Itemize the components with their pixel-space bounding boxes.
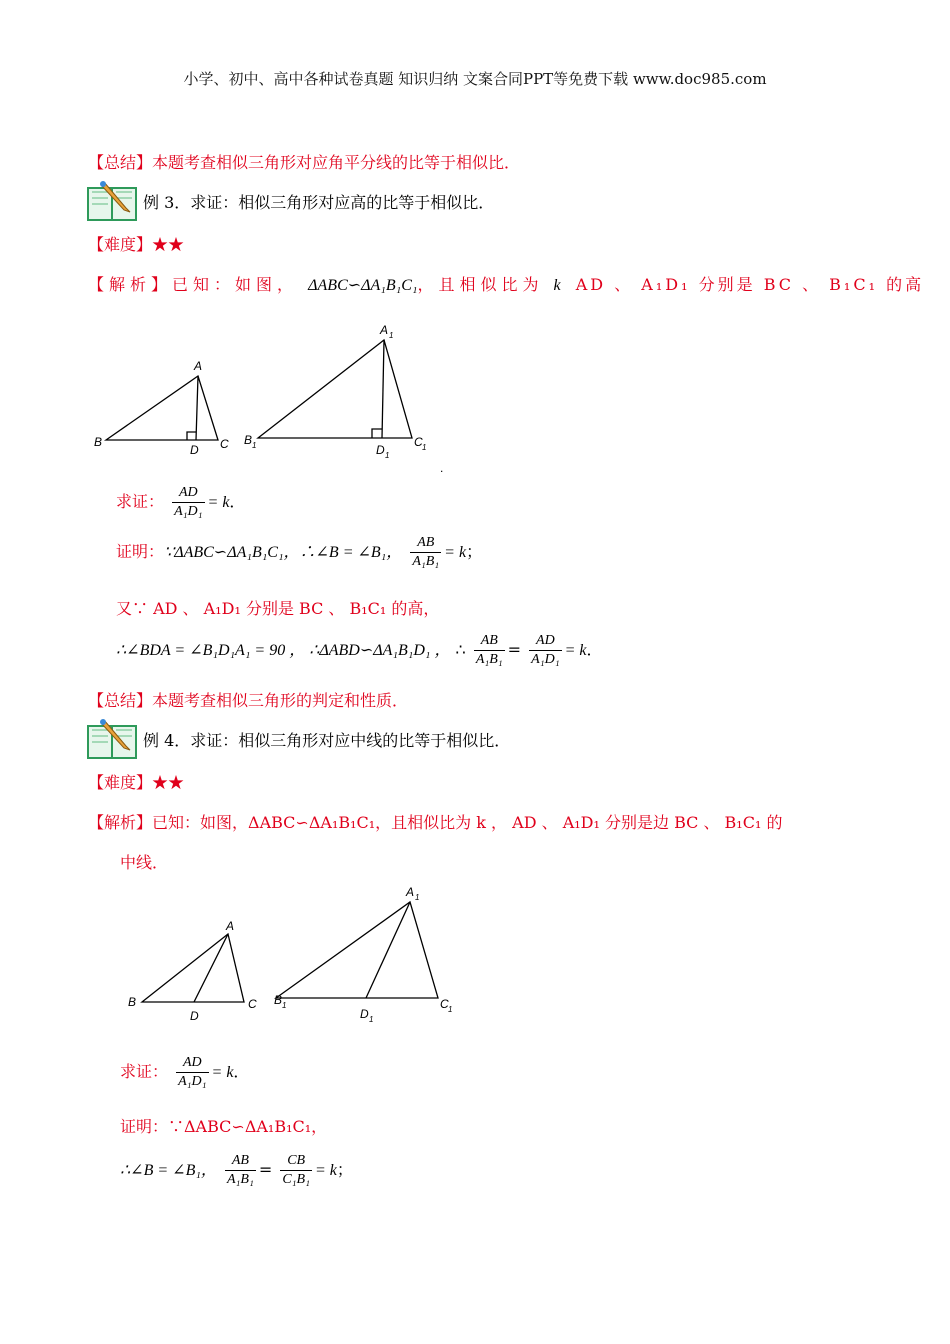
ratio-k: k: [553, 277, 566, 294]
ex3-proof-line-2: 又∵ AD 、 A₁D₁ 分别是 BC 、 B₁C₁ 的高，: [116, 599, 440, 618]
analysis-text: 已知：如图，: [172, 275, 299, 294]
svg-text:B: B: [274, 993, 283, 1007]
svg-text:C: C: [440, 997, 449, 1011]
right-angle-mark-1: [372, 429, 382, 438]
svg-text:D: D: [360, 1007, 369, 1021]
svg-text:1: 1: [422, 443, 427, 452]
segments-text: AD 、 A₁D₁ 分别是 BC 、 B₁C₁ 的高: [575, 275, 925, 294]
analysis-label: 【解析】: [88, 275, 173, 294]
svg-text:1: 1: [252, 441, 257, 450]
svg-text:A: A: [406, 885, 415, 899]
label-b1: B: [244, 433, 253, 447]
ratio-text: ，且相似比为: [417, 275, 544, 294]
example-4-analysis: 【解析】已知：如图，ΔABC∽ΔA₁B₁C₁，且相似比为 k ， AD 、 A₁D₁ 分别是边 BC 、 B₁C₁ 的: [88, 813, 783, 832]
label-a1: A: [380, 323, 389, 337]
ex4-proof-line-2: ∴∠B = ∠B₁， $\frac{AB}{\text{A₁B₁}}$ = $\frac{CB}{\text{C₁B₁}}$ = k；: [120, 1153, 353, 1187]
label-c: C: [220, 437, 229, 451]
altitude-ad: [196, 376, 198, 440]
median-a1d1: [366, 902, 410, 998]
page-header: 小学、初中、高中各种试卷真题 知识归纳 文案合同PPT等免费下载 www.doc985.com: [183, 70, 767, 88]
example-3-analysis: [88, 272, 925, 295]
triangle-a1b1c1: [258, 340, 412, 438]
label-a: A: [194, 359, 203, 373]
svg-text:1: 1: [385, 451, 390, 460]
triangle-abc: [106, 376, 218, 440]
summary-1: 【总结】本题考查相似三角形对应角平分线的比等于相似比．: [88, 153, 521, 172]
median-ad: [194, 934, 228, 1002]
similarity-expr: ΔABC∽ΔA₁B₁C₁: [308, 277, 418, 294]
example-4-difficulty: 【难度】★★: [88, 773, 185, 792]
frac-ab-a1b1: $\frac{AB}{\text{A₁B₁}}$: [412, 535, 440, 569]
svg-text:.: .: [440, 461, 444, 475]
triangle-a1b1c1: [276, 902, 438, 998]
summary-2: 【总结】本题考查相似三角形的判定和性质．: [88, 691, 409, 710]
label-c1: C: [414, 435, 423, 449]
svg-text:C: C: [248, 997, 257, 1011]
figure-altitudes: [90, 318, 460, 478]
label-d: D: [190, 443, 199, 457]
example-4-analysis-cont: 中线．: [120, 853, 169, 872]
svg-text:1: 1: [369, 1015, 374, 1024]
triangle-abc: [142, 934, 244, 1002]
ex3-proof-line-1: 证明：∵ΔABC∽ΔA₁B₁C₁，∴∠B = ∠B₁， $\frac{AB}{\text{A₁B₁}}$ = k；: [116, 535, 483, 569]
ex4-proof-line-1: 证明：∵ΔABC∽ΔA₁B₁C₁，: [120, 1117, 328, 1136]
example-4-title: 例 4．求证：相似三角形对应中线的比等于相似比．: [143, 731, 511, 750]
svg-text:A: A: [226, 919, 235, 933]
svg-text:D: D: [190, 1009, 199, 1023]
ex3-prove-statement: 求证： $\frac{AD}{\text{A₁D₁}}$ = k．: [116, 485, 246, 519]
svg-text:1: 1: [389, 331, 394, 340]
label-b: B: [94, 435, 103, 449]
svg-text:1: 1: [282, 1001, 287, 1010]
book-pencil-icon: [86, 178, 140, 222]
frac-ad-a1d1: $\frac{AD}{\text{A₁D₁}}$: [174, 485, 203, 519]
figure-medians: [120, 880, 470, 1030]
svg-text:1: 1: [448, 1005, 453, 1014]
example-3-title: 例 3．求证：相似三角形对应高的比等于相似比．: [143, 193, 495, 212]
svg-text:B: B: [128, 995, 137, 1009]
label-d1: D: [376, 443, 385, 457]
example-3-difficulty: 【难度】★★: [88, 235, 185, 254]
svg-text:1: 1: [415, 893, 420, 902]
altitude-a1d1: [382, 340, 384, 438]
right-angle-mark: [187, 432, 196, 440]
ex4-prove-statement: 求证： $\frac{AD}{\text{A₁D₁}}$ = k．: [120, 1055, 250, 1089]
ex3-proof-line-3: ∴∠BDA = ∠B₁D₁A₁ = 90 ， ∴ΔABD∽ΔA₁B₁D₁ ， ∴ $\frac{AB}{\text{A₁B₁}}$ = $\frac{AD}{\text{A₁D₁}}$ = k．: [116, 633, 603, 667]
book-pencil-icon: [86, 716, 140, 760]
